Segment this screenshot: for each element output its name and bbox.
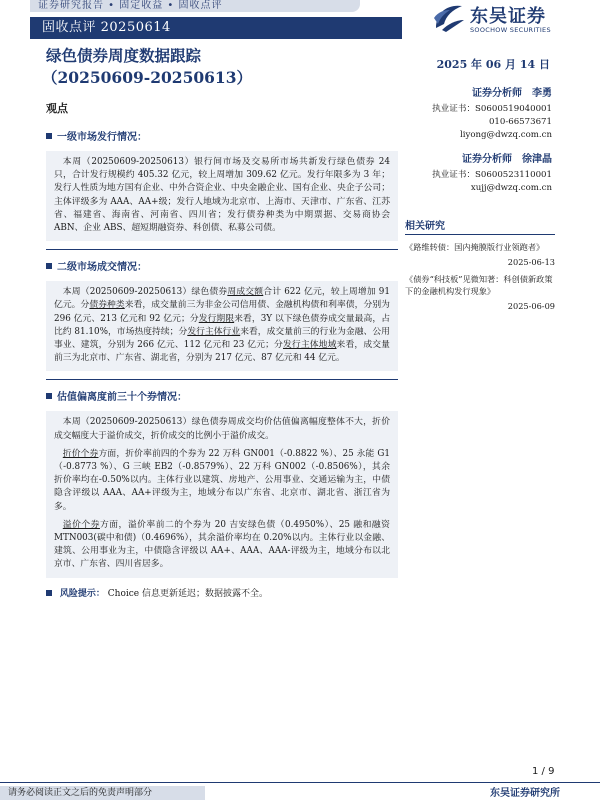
section-heading-text: 估值偏离度前三十个券情况： [57,392,187,404]
risk-text: Choice 信息更新延迟；数据披露不全。 [107,588,268,599]
section-heading-valuation-deviation [46,388,398,403]
paragraph: 本周（20250609-20250613）银行间市场及交易所市场共新发行绿色债券 24 只，合计发行规模约 405.32 亿元，较上周增加 309.62 亿元。发行年限多为 3 年；发行人性质为地方国有企业、中外合资企业、中央金融企业、国有企业、央企子公司；主体评级多为 AAA、AA+级；发行人地域为北京市、上海市、天津市、广东省、江苏省、福建省、海南省、河南省、四川省；发行债券种类为中期票据、交易商协会 ABN、企业 ABS、超短期融资券、科创债、私募公司债。 [54,157,390,234]
underlined-term: 周成交额 [227,287,264,298]
section-heading-primary-market [46,128,398,143]
valuation-deviation-block [46,411,398,577]
related-research-title: 相关研究 [405,217,555,235]
secondary-market-block [46,281,398,371]
breadcrumb: 证券研究报告 • 固定收益 • 固收点评 [30,0,360,12]
logo-text-en: SOOCHOW SECURITIES [470,26,551,34]
analyst-role: 证券分析师 [472,88,522,99]
logo-mark-icon [432,2,466,34]
section-label: 观点 [46,102,68,115]
section-heading-text: 二级市场成交情况： [57,262,147,274]
text-run: 来看，成交量前三为非金公司信用债、金融机构债和利率债，分别为 296 亿元、213 亿元和 92 亿元；分 [54,300,390,324]
text-run: 方面，溢价率前二的个券为 20 吉安绿色债（0.4950%）、25 融和融资 MTN003(碳中和债)（0.4696%），其余溢价率均在 0.20%以内。主体行业以金融、建筑、公用事业为主，中债隐含评级以 AA+、AAA、AAA-评级为主，地域分布以北京市、广东省、四川省居多。 [54,519,390,570]
underlined-term: 发行主体地域 [282,340,337,351]
underlined-term: 债券种类 [89,300,125,311]
related-item-date: 2025-06-13 [507,256,555,267]
primary-market-block [46,151,398,241]
analyst-1-cert: 执业证书：S0600519040001 [432,104,552,114]
report-title: 绿色债券周度数据跟踪 [46,46,202,65]
risk-label: 风险提示： [59,588,105,599]
report-date: 2025 年 06 月 14 日 [436,58,550,71]
analyst-2-cert: 执业证书：S0600523110001 [432,170,552,180]
analyst-role: 证券分析师 [462,154,512,165]
section-heading-secondary-market [46,258,398,273]
divider [46,249,398,250]
paragraph [54,448,390,514]
report-subtitle: （20250609-20250613） [42,68,252,87]
main-content [46,100,398,599]
text-run: 合计 622 亿元，较上周增加 91 亿元。分 [54,287,390,311]
footer-divider [0,782,600,783]
analyst-name: 徐津晶 [522,154,552,165]
section-heading-text: 一级市场发行情况： [57,132,147,143]
text-run: 来看，成交量前三的行业为金融、公用事业、建筑，分别为 266 亿元、112 亿元和 23 亿元；分 [54,326,390,351]
text-run: 本周（20250609-20250613）绿色债券 [62,287,228,298]
related-item-date: 2025-06-09 [507,300,555,311]
paragraph: 本周（20250609-20250613）绿色债券周成交均价估值偏离幅度整体不大，折价成交幅度大于溢价成交，折价成交的比例小于溢价成交。 [54,417,390,441]
related-research [405,217,555,311]
underlined-term: 溢价个券 [62,519,100,530]
underlined-term: 折价个券 [62,448,99,459]
footer-firm: 东吴证券研究所 [490,788,560,799]
analyst-1 [420,84,552,99]
bullet-square-icon [46,590,52,596]
report-type-banner: 固收点评 20250614 [30,17,402,39]
analyst-1-phone: 010-66573671 [488,117,552,127]
footer-disclaimer: 请务必阅读正文之后的免责声明部分 [0,786,205,800]
underlined-term: 发行期限 [198,313,235,324]
paragraph [54,286,390,365]
underlined-term: 发行主体行业 [187,326,241,337]
analyst-name: 李勇 [532,88,552,99]
analyst-1-email[interactable]: liyong@dwzq.com.cn [460,130,552,140]
paragraph [54,519,390,572]
text-run: 来看，3Y 以下绿色债券成交量最高，占比约 81.10%，市场热度持续；分 [54,313,390,337]
related-item-title[interactable]: 《路维转债：国内掩膜版行业领跑者》 [405,242,545,252]
text-run: 来看，成交量前三为北京市、广东省、湖北省，分别为 217 亿元、87 亿元和 44 亿元。 [54,340,390,364]
related-item-title[interactable]: 《债券“科技板”见微知著：科创债新政策下的金融机构发行现象》 [405,273,553,296]
bullet-square-icon [46,263,52,269]
analyst-2 [420,150,552,165]
bullet-square-icon [46,133,52,139]
analyst-2-email[interactable]: xujj@dwzq.com.cn [470,183,552,193]
page-number: 1 / 9 [532,766,555,777]
sidebar [405,84,555,311]
divider [46,379,398,380]
risk-warning [46,586,398,599]
bullet-square-icon [46,393,52,399]
company-logo [432,2,592,38]
text-run: 方面，折价率前四的个券为 22 万科 GN001（-0.8822 %）、25 永能 G1（-0.8773 %）、G 三峡 EB2（-0.8579%）、22 万科 GN002（-0.8506%），其余折价率均在-0.50%以内。主体行业以建筑、房地产、公用事业、交通运输为主，中债隐含评级以 AAA、AA+评级为主，地域分布以广东省、北京市、湖北省、浙江省为多。 [54,448,390,512]
logo-text-cn: 东吴证券 [470,6,546,27]
